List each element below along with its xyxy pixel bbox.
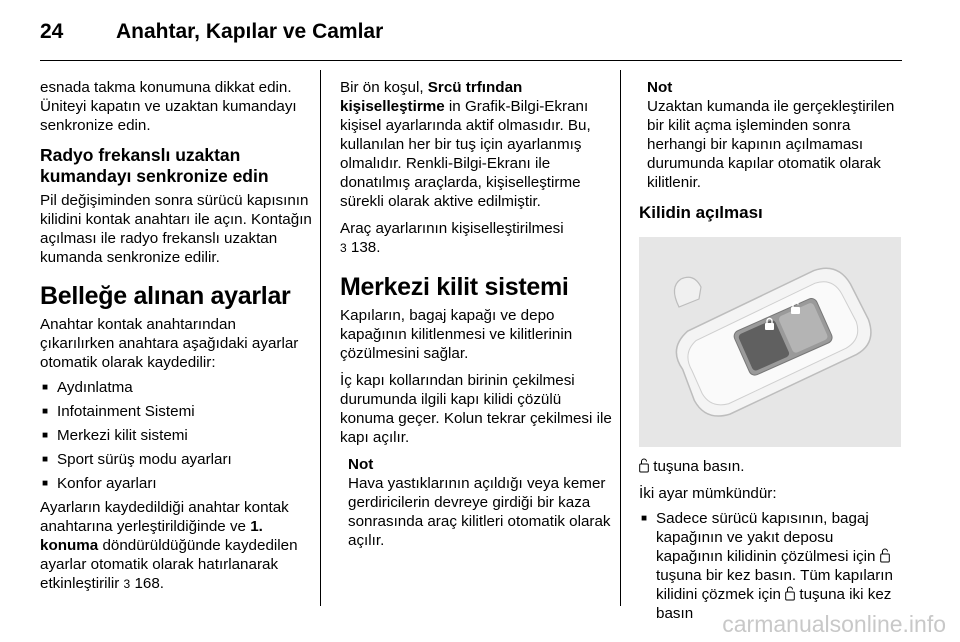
note-text: Hava yastıklarının açıldığı veya kemer gerdiricilerin devreye girdiği bir kaza sonrasında araç kilitleri otomatik olarak açılır. xyxy=(348,475,611,549)
paragraph: Bir ön koşul, Srcü trfından kişiselleştirme in Grafik-Bilgi-Ekranı kişisel ayarlarında aktif olmasıdır. Bu, kullanılan her bir tuş için ayarlanmış olmalıdır. Renkli-Bilgi-Ekranı ile donatılmış araçlarda, kişiselleştirme sürekli olarak aktive edilmiştir. xyxy=(340,79,591,210)
heading-memorised-settings: Belleğe alınan ayarlar xyxy=(40,282,291,310)
column-divider-2 xyxy=(620,70,621,606)
paragraph: Araç ayarlarının kişiselleştirilmesi 3 138. xyxy=(340,220,564,256)
paragraph: Pil değişiminden sonra sürücü kapısının kilidini kontak anahtarı ile açın. Kontağın açılması ile radyo frekanslı uzaktan kumanda senkronize edilir. xyxy=(40,192,312,266)
paragraph: tuşuna basın. xyxy=(639,457,901,476)
heading-central-locking: Merkezi kilit sistemi xyxy=(340,273,569,301)
paragraph: İki ayar mümkündür: xyxy=(639,485,777,502)
paragraph: İç kapı kollarından birinin çekilmesi durumunda ilgili kapı kilidi çözülü konuma geçer. Kolun tekrar çekilmesi ile kapı açılır. xyxy=(340,372,612,446)
bullet-icon: ■ xyxy=(42,430,49,441)
bullet-icon: ■ xyxy=(42,454,49,465)
settings-list xyxy=(40,378,312,493)
column-1 xyxy=(40,78,312,602)
unlock-icon xyxy=(639,458,649,473)
note-box xyxy=(348,455,612,550)
list-item: ■ Infotainment Sistemi xyxy=(42,403,195,420)
column-divider-1 xyxy=(320,70,321,606)
page-number: 24 xyxy=(40,20,64,43)
paragraph: Kapıların, bagaj kapağı ve depo kapağının kilitlenmesi ve kilitlerinin çözülmesini sağlar. xyxy=(340,307,573,362)
bullet-icon: ■ xyxy=(42,406,49,417)
bullet-icon: ■ xyxy=(42,478,49,489)
header-divider xyxy=(40,60,902,61)
unlock-icon xyxy=(785,586,795,601)
column-2 xyxy=(340,78,612,550)
note-text: Uzaktan kumanda ile gerçekleştirilen bir kilit açma işleminden sonra herhangi bir kapının açılmaması durumunda kapılar otomatik olarak kilitlenir. xyxy=(647,98,895,191)
reference-arrow-icon: 3 xyxy=(123,577,131,591)
watermark: carmanualsonline.info xyxy=(722,611,946,637)
heading-radio-sync: Radyo frekanslı uzaktan kumandayı senkronize edin xyxy=(40,145,269,186)
note-title: Not xyxy=(348,456,374,473)
list-item: ■ Konfor ayarları xyxy=(42,475,157,492)
remote-key-illustration xyxy=(639,237,901,447)
list-item: ■ Aydınlatma xyxy=(42,379,133,396)
column-3 xyxy=(639,78,901,628)
unlock-options-list xyxy=(639,509,901,623)
bullet-icon: ■ xyxy=(42,382,49,393)
bullet-icon: ■ xyxy=(641,513,648,524)
paragraph: Ayarların kaydedildiği anahtar kontak anahtarına yerleştirildiğinde ve 1. konuma döndürüldüğünde kaydedilen ayarlar otomatik olarak hatırlanarak etkinleştirilir 3 168. xyxy=(40,499,298,592)
list-item: ■ Sport sürüş modu ayarları xyxy=(42,451,232,468)
list-item: ■ Merkezi kilit sistemi xyxy=(42,427,188,444)
paragraph: Anahtar kontak anahtarından çıkarılırken anahtara aşağıdaki ayarlar otomatik olarak kaydedilir: xyxy=(40,316,299,371)
page-title: Anahtar, Kapılar ve Camlar xyxy=(116,20,384,43)
note-title: Not xyxy=(647,79,673,96)
heading-unlocking: Kilidin açılması xyxy=(639,203,763,222)
unlock-icon xyxy=(880,548,890,563)
paragraph: esnada takma konumuna dikkat edin. Üniteyi kapatın ve uzaktan kumandayı senkronize edin. xyxy=(40,79,297,134)
note-box xyxy=(647,78,901,192)
reference-arrow-icon: 3 xyxy=(340,241,347,255)
list-item: ■ Sadece sürücü kapısının, bagaj kapağının ve yakıt deposu kapağının kilidinin çözülmesi için tuşuna bir kez basın. Tüm kapıların kilidini çözmek için tuşuna iki kez basın xyxy=(641,510,893,622)
